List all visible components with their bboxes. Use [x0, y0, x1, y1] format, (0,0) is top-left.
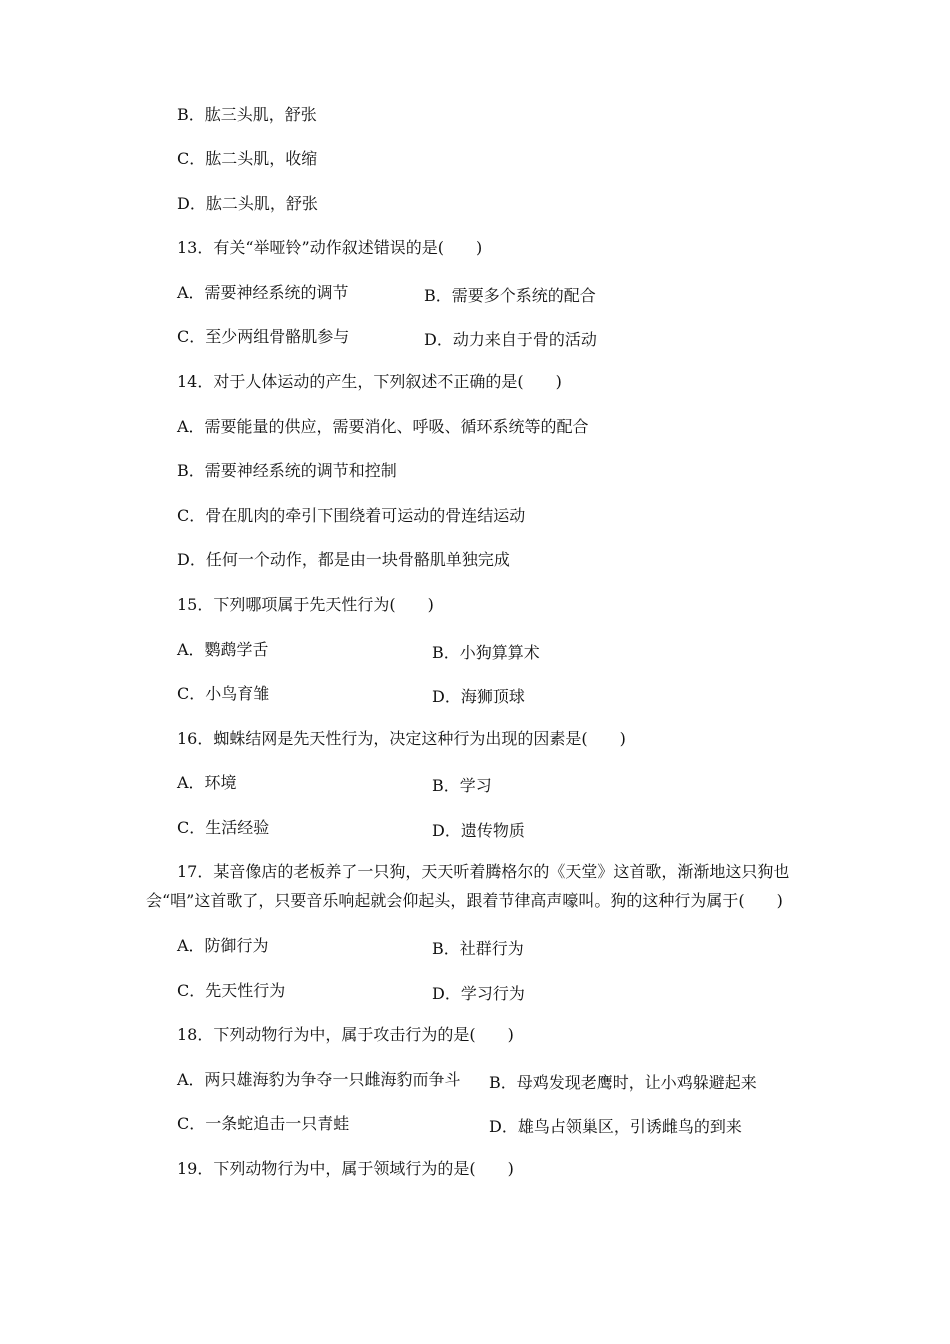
- q18-option-d: D．雄鸟占领巢区，引诱雌鸟的到来: [489, 1117, 742, 1136]
- q17-stem-line2: 会“唱”这首歌了，只要音乐响起就会仰起头，跟着节律高声嚎叫。狗的这种行为属于( ): [146, 891, 783, 910]
- q16-option-b: B．学习: [432, 776, 492, 795]
- q17-option-b: B．社群行为: [432, 939, 524, 958]
- q14-option-d: D．任何一个动作，都是由一块骨骼肌单独完成: [177, 550, 510, 569]
- q15-option-a: A．鹦鹉学舌: [177, 640, 269, 659]
- q19-stem: 19．下列动物行为中，属于领域行为的是( ): [177, 1159, 514, 1178]
- q15-option-d: D．海狮顶球: [432, 687, 525, 706]
- q13-option-c: C．至少两组骨骼肌参与: [177, 327, 350, 346]
- q18-option-b: B．母鸡发现老鹰时，让小鸡躲避起来: [489, 1073, 757, 1092]
- q17-option-d: D．学习行为: [432, 984, 525, 1003]
- q17-stem-line1: 17．某音像店的老板养了一只狗，天天听着腾格尔的《天堂》这首歌，渐渐地这只狗也: [177, 862, 790, 881]
- q12-option-c: C．肱二头肌，收缩: [177, 149, 318, 168]
- q18-option-a: A．两只雄海豹为争夺一只雌海豹而争斗: [177, 1070, 461, 1089]
- q17-option-a: A．防御行为: [177, 936, 269, 955]
- q16-option-d: D．遗传物质: [432, 821, 525, 840]
- q16-option-c: C．生活经验: [177, 818, 270, 837]
- q13-option-b: B．需要多个系统的配合: [424, 286, 596, 305]
- q17-option-c: C．先天性行为: [177, 981, 286, 1000]
- q15-option-b: B．小狗算算术: [432, 643, 540, 662]
- q12-option-d: D．肱二头肌，舒张: [177, 194, 318, 213]
- q18-stem: 18．下列动物行为中，属于攻击行为的是( ): [177, 1025, 514, 1044]
- q14-stem: 14．对于人体运动的产生，下列叙述不正确的是( ): [177, 372, 562, 391]
- q14-option-b: B．需要神经系统的调节和控制: [177, 461, 397, 480]
- q16-option-a: A．环境: [177, 773, 237, 792]
- q18-option-c: C．一条蛇追击一只青蛙: [177, 1114, 350, 1133]
- q14-option-c: C．骨在肌肉的牵引下围绕着可运动的骨连结运动: [177, 506, 526, 525]
- q15-stem: 15．下列哪项属于先天性行为( ): [177, 595, 434, 614]
- q13-option-d: D．动力来自于骨的活动: [424, 330, 597, 349]
- q12-option-b: B．肱三头肌，舒张: [177, 105, 317, 124]
- q16-stem: 16．蜘蛛结网是先天性行为，决定这种行为出现的因素是( ): [177, 729, 626, 748]
- q14-option-a: A．需要能量的供应，需要消化、呼吸、循环系统等的配合: [177, 417, 589, 436]
- q13-option-a: A．需要神经系统的调节: [177, 283, 349, 302]
- q13-stem: 13．有关“举哑铃”动作叙述错误的是( ): [177, 238, 483, 257]
- q15-option-c: C．小鸟育雏: [177, 684, 270, 703]
